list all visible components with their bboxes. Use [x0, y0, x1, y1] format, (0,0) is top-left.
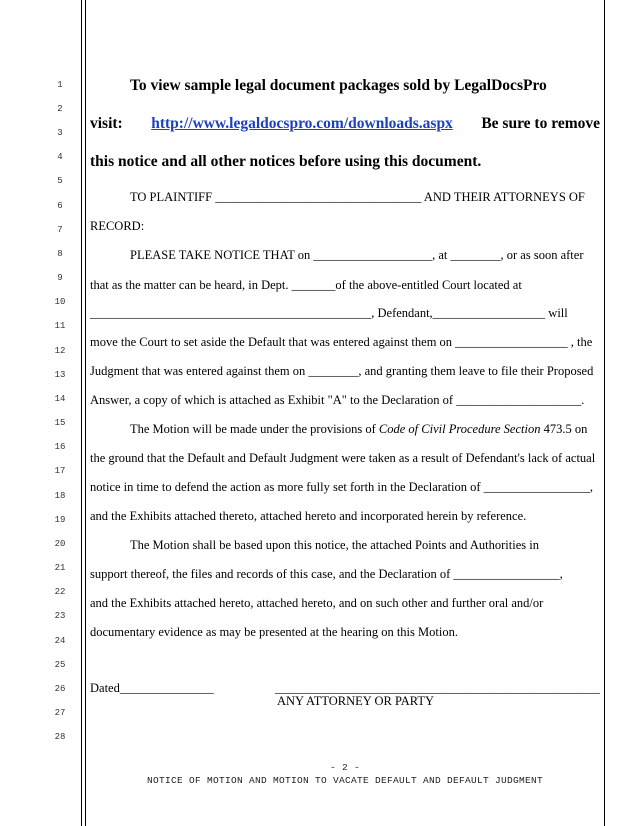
right-margin-rule	[604, 0, 605, 826]
line-number: 6	[57, 201, 63, 211]
line-number: 20	[54, 539, 66, 549]
line-number: 26	[54, 684, 66, 694]
line-number: 19	[54, 515, 66, 525]
line-number: 24	[54, 636, 66, 646]
line-number: 12	[54, 346, 66, 356]
body-text: 473.5 on	[540, 422, 588, 436]
body-text: The Motion will be made under the provisions of	[130, 422, 379, 436]
body-line: move the Court to set aside the Default that was entered against them on __________________ , the	[90, 335, 593, 349]
body-line: Answer, a copy of which is attached as Exhibit "A" to the Declaration of ____________________.	[90, 393, 585, 407]
code-citation: Code of Civil Procedure Section	[378, 422, 541, 436]
body-line: notice in time to defend the action as more fully set forth in the Declaration of _________________,	[90, 480, 593, 494]
line-number: 3	[57, 128, 63, 138]
line-number: 10	[54, 297, 66, 307]
body-line: The Motion shall be based upon this notice, the attached Points and Authorities in	[130, 538, 539, 552]
line-number: 27	[54, 708, 66, 718]
notice-line-1: To view sample legal document packages sold by LegalDocsPro	[130, 77, 547, 94]
line-number: 8	[57, 249, 63, 259]
body-line: that as the matter can be heard, in Dept. _______of the above-entitled Court located at	[90, 278, 522, 292]
left-margin-rule	[81, 0, 82, 826]
body-line: the ground that the Default and Default Judgment were taken as a result of Defendant's lack of actual	[90, 451, 596, 465]
notice-line-3: this notice and all other notices before using this document.	[90, 153, 482, 170]
line-number: 1	[57, 80, 63, 90]
line-number: 16	[54, 442, 66, 452]
line-number: 23	[54, 611, 66, 621]
line-number: 11	[54, 321, 66, 331]
body-line: Judgment that was entered against them on ________, and granting them leave to file their Proposed	[90, 364, 594, 378]
downloads-link[interactable]: http://www.legaldocspro.com/downloads.aspx	[151, 115, 453, 132]
body-line-code-reference	[90, 422, 638, 437]
line-number: 17	[54, 466, 66, 476]
body-line: RECORD:	[90, 219, 145, 233]
line-number: 4	[57, 152, 63, 162]
notice-visit-label: visit:	[90, 115, 123, 132]
body-line: and the Exhibits attached hereto, attached hereto, and on such other and further oral and/or	[90, 596, 544, 610]
line-number: 2	[57, 104, 63, 114]
line-number: 14	[54, 394, 66, 404]
body-line: PLEASE TAKE NOTICE THAT on ___________________, at ________, or as soon after	[130, 248, 584, 262]
line-number: 28	[54, 732, 66, 742]
line-number: 22	[54, 587, 66, 597]
line-number: 7	[57, 225, 63, 235]
dated-line: Dated_______________	[90, 681, 214, 695]
body-line: and the Exhibits attached thereto, attached hereto and incorporated herein by reference.	[90, 509, 527, 523]
body-line: documentary evidence as may be presented at the hearing on this Motion.	[90, 625, 458, 639]
line-number: 15	[54, 418, 66, 428]
signature-label: ANY ATTORNEY OR PARTY	[277, 694, 435, 708]
line-number: 9	[57, 273, 63, 283]
body-line: TO PLAINTIFF _________________________________ AND THEIR ATTORNEYS OF	[130, 190, 585, 204]
body-line: support thereof, the files and records of this case, and the Declaration of _________________,	[90, 567, 563, 581]
body-line: _____________________________________________, Defendant,__________________ will	[90, 306, 568, 320]
line-number: 18	[54, 491, 66, 501]
signature-line: ____________________________________________________	[275, 681, 600, 695]
line-number: 25	[54, 660, 66, 670]
line-number: 5	[57, 176, 63, 186]
notice-remove-text: Be sure to remove	[481, 115, 600, 132]
line-number: 13	[54, 370, 66, 380]
left-margin-rule-inner	[85, 0, 86, 826]
line-number: 21	[54, 563, 66, 573]
footer-title: NOTICE OF MOTION AND MOTION TO VACATE DEFAULT AND DEFAULT JUDGMENT	[146, 775, 544, 786]
page-number: - 2 -	[329, 762, 360, 773]
notice-line-2	[90, 115, 600, 133]
